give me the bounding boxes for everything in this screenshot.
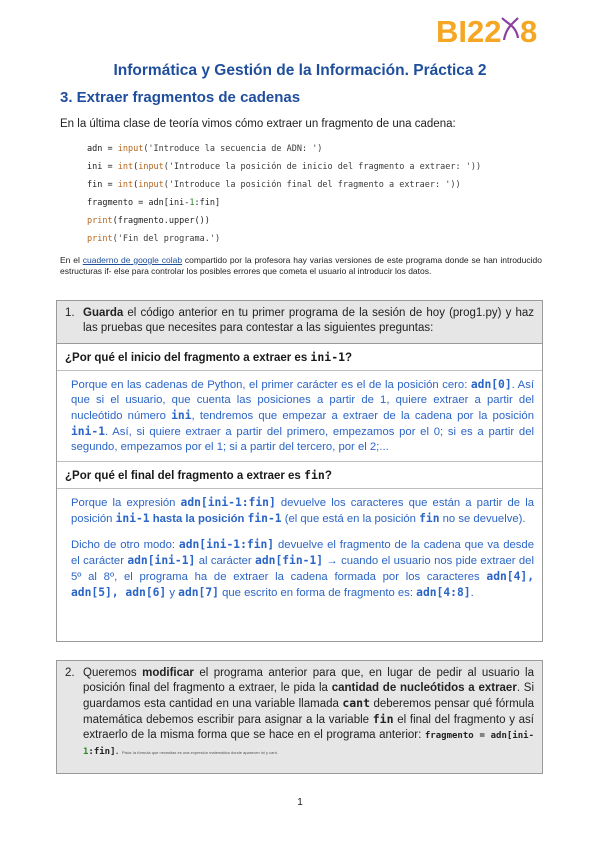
code-line-4: fragmento = adn[ini-1:fin] <box>87 198 221 208</box>
colab-paragraph: En el cuaderno de google colab compartido por la profesora hay varias versiones de este programa donde se han introducido estructuras if- else para controlar los posibles errores que cometa el usuario al introducir los datos. <box>60 255 542 276</box>
question-2: ¿Por qué el final del fragmento a extraer es fin? <box>57 461 542 489</box>
exercise-1-box <box>56 300 543 642</box>
code-block <box>87 140 481 248</box>
section-title: 3. Extraer fragmentos de cadenas <box>60 89 301 106</box>
document-title: Informática y Gestión de la Información. Práctica 2 <box>113 62 487 79</box>
answer-1: Porque en las cadenas de Python, el primer carácter es el de la posición cero: adn[0]. Así que si el usuario, que cuenta las posiciones a partir de 1, quiere extraer a partir del nucleótido número ini, tendremos que empezar a extraer de la cadena por la posición ini-1. Así, si quiere extraer a partir del primero, empezamos por el 0; si es a partir del segundo, empezamos por el 1; si a partir del tercero, por el 2;... <box>71 378 534 453</box>
bi2208-logo <box>436 12 540 48</box>
answer-3: Dicho de otro modo: adn[ini-1:fin] devuelve el fragmento de la cadena que va desde el carácter adn[ini-1] al carácter adn[fin-1] → cuando el usuario nos pide extraer del 5º al 8º, el programa ha de extraer la cadena formada por los caracteres adn[4], adn[5], adn[6] y adn[7] que escrito en forma de fragmento es: adn[4:8]. <box>71 538 534 599</box>
answer-2: Porque la expresión adn[ini-1:fin] devuelve los caracteres que están a partir de la posición ini-1 hasta la posición fin-1 (el que está en la posición fin no se devuelve). <box>71 496 534 525</box>
logo-text-left: BI22 <box>436 14 502 48</box>
code-line-1: adn = input('Introduce la secuencia de ADN: ') <box>87 144 323 154</box>
code-line-2: ini = int(input('Introduce la posición de inicio del fragmento a extraer: ')) <box>87 162 482 172</box>
intro-text: En la última clase de teoría vimos cómo extraer un fragmento de una cadena: <box>60 118 456 130</box>
exercise-1-statement: 1. Guarda el código anterior en tu primer programa de la sesión de hoy (prog1.py) y haz las pruebas que necesites para contestar a las siguientes preguntas: <box>57 301 542 344</box>
code-line-6: print('Fin del programa.') <box>87 234 221 244</box>
exercise-1-number: 1. <box>65 307 75 319</box>
colab-link[interactable]: cuaderno de google colab <box>82 255 183 265</box>
exercise-2-hint: Pista: la fórmula que necesitas es una expresión matemática donde aparecen ini y cant. <box>121 750 278 755</box>
code-line-5: print(fragmento.upper()) <box>87 216 210 226</box>
exercise-2-statement: 2. Queremos modificar el programa anterior para que, en lugar de pedir al usuario la posición final del fragmento a extraer, le pida la cantidad de nucleótidos a extraer. Si guardamos esta cantidad en una variable llamada cant deberemos pensar qué fórmula matemática debemos escribir para asignar a la variable fin el final del fragmento y así extraerlo de la misma forma que se hace en el programa anterior: fragmento = adn[ini-1:fin]. Pista: la fórmula que necesitas es una expresión matemática donde aparecen ini y cant. <box>65 667 535 757</box>
question-1: ¿Por qué el inicio del fragmento a extraer es ini-1? <box>57 344 542 371</box>
logo-text-right: 8 <box>520 14 538 48</box>
page-number: 1 <box>297 797 303 808</box>
exercise-2-code: fragmento = adn[ini-1:fin] <box>83 731 534 757</box>
code-line-3: fin = int(input('Introduce la posición final del fragmento a extraer: ')) <box>87 180 461 190</box>
dna-helix-icon <box>502 18 518 40</box>
exercise-2-number: 2. <box>65 667 75 679</box>
exercise-2-box <box>56 660 543 774</box>
